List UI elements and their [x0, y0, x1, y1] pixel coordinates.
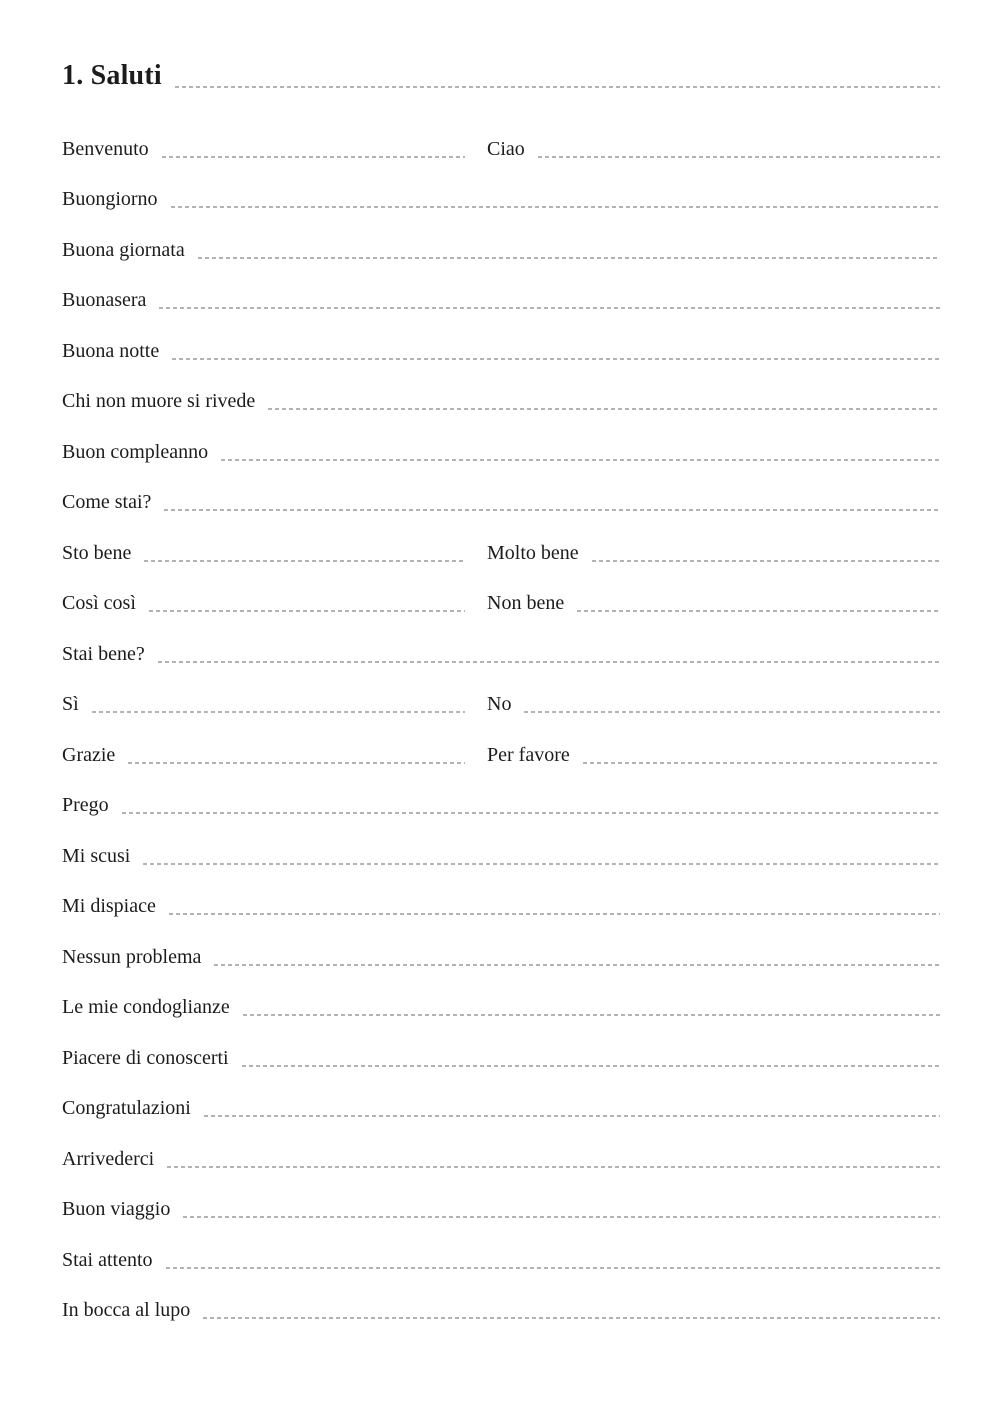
term-row	[62, 613, 940, 664]
answer-line	[167, 1166, 940, 1168]
term-label: Mi scusi	[62, 844, 131, 867]
page-title: 1. Saluti	[62, 60, 162, 91]
term-cell	[62, 462, 940, 513]
term-label: Buona giornata	[62, 238, 185, 261]
answer-line	[169, 913, 940, 915]
term-label: Per favore	[487, 743, 570, 766]
term-row	[62, 1068, 940, 1119]
term-row	[62, 866, 940, 917]
term-label: Grazie	[62, 743, 116, 766]
answer-line	[92, 711, 465, 713]
answer-line	[204, 1115, 940, 1117]
answer-line	[166, 1267, 940, 1269]
term-cell	[62, 1017, 940, 1068]
answer-line	[164, 509, 940, 511]
term-label: Buon compleanno	[62, 440, 209, 463]
term-row	[62, 462, 940, 513]
answer-line	[243, 1014, 940, 1016]
term-cell	[487, 664, 940, 715]
term-row	[62, 563, 940, 614]
answer-line	[171, 206, 940, 208]
term-row	[62, 1017, 940, 1068]
answer-line	[159, 307, 940, 309]
term-row	[62, 1270, 940, 1321]
answer-line	[183, 1216, 940, 1218]
term-row	[62, 310, 940, 361]
term-label: Chi non muore si rivede	[62, 390, 256, 412]
term-cell	[62, 765, 940, 816]
answer-line	[203, 1317, 940, 1319]
term-cell	[62, 310, 940, 361]
term-cell	[62, 1118, 940, 1169]
term-cell	[487, 108, 940, 159]
term-row	[62, 815, 940, 866]
term-label: Piacere di conoscerti	[62, 1046, 229, 1069]
term-label: Stai attento	[62, 1248, 153, 1271]
term-row	[62, 765, 940, 816]
term-label: Sì	[62, 693, 79, 715]
term-cell	[487, 512, 940, 563]
answer-line	[172, 358, 940, 360]
answer-line	[122, 812, 940, 814]
term-cell	[62, 108, 465, 159]
term-label: Sto bene	[62, 541, 132, 564]
answer-line	[198, 257, 940, 259]
term-label: Stai bene?	[62, 642, 145, 665]
answer-line	[592, 560, 940, 562]
term-cell	[62, 714, 465, 765]
term-cell	[62, 411, 940, 462]
answer-line	[577, 610, 940, 612]
term-row	[62, 1219, 940, 1270]
term-cell	[62, 916, 940, 967]
term-label: Così così	[62, 592, 136, 614]
term-row	[62, 1118, 940, 1169]
term-label: Le mie condoglianze	[62, 996, 230, 1018]
answer-line	[583, 762, 940, 764]
term-cell	[62, 512, 465, 563]
term-cell	[62, 967, 940, 1018]
term-row	[62, 1169, 940, 1220]
term-label: No	[487, 693, 512, 715]
term-label: Nessun problema	[62, 945, 202, 968]
term-label: Molto bene	[487, 541, 579, 564]
term-row	[62, 967, 940, 1018]
term-row	[62, 361, 940, 412]
term-row	[62, 664, 940, 715]
term-cell	[62, 664, 465, 715]
term-cell	[62, 260, 940, 311]
term-cell	[62, 361, 940, 412]
answer-line	[162, 156, 465, 158]
term-cell	[62, 1068, 940, 1119]
term-label: Buon viaggio	[62, 1198, 171, 1220]
term-cell	[62, 866, 940, 917]
term-row	[62, 260, 940, 311]
term-cell	[487, 563, 940, 614]
term-label: Congratulazioni	[62, 1097, 191, 1119]
term-label: Ciao	[487, 137, 525, 160]
term-label: Buona notte	[62, 339, 160, 362]
term-row	[62, 108, 940, 159]
term-cell	[62, 1270, 940, 1321]
terms-list	[62, 108, 940, 1320]
term-cell	[62, 1219, 940, 1270]
term-row	[62, 159, 940, 210]
answer-line	[149, 610, 465, 612]
term-cell	[62, 613, 940, 664]
term-cell	[62, 1169, 940, 1220]
term-label: Non bene	[487, 592, 565, 614]
title-answer-line	[175, 86, 940, 88]
answer-line	[524, 711, 940, 713]
answer-line	[538, 156, 940, 158]
term-label: Buongiorno	[62, 188, 158, 210]
answer-line	[221, 459, 940, 461]
term-label: Mi dispiace	[62, 895, 156, 917]
answer-line	[214, 964, 940, 966]
term-cell	[62, 159, 940, 210]
answer-line	[144, 560, 465, 562]
term-row	[62, 411, 940, 462]
term-label: In bocca al lupo	[62, 1299, 191, 1321]
term-label: Arrivederci	[62, 1147, 155, 1170]
term-cell	[62, 209, 940, 260]
answer-line	[143, 863, 940, 865]
term-label: Buonasera	[62, 289, 147, 311]
term-cell	[487, 714, 940, 765]
term-row	[62, 209, 940, 260]
term-label: Come stai?	[62, 491, 152, 513]
answer-line	[128, 762, 465, 764]
answer-line	[158, 661, 940, 663]
title-row	[62, 56, 940, 90]
term-label: Prego	[62, 794, 109, 816]
term-cell	[62, 563, 465, 614]
answer-line	[268, 408, 940, 410]
term-row	[62, 512, 940, 563]
term-row	[62, 916, 940, 967]
term-cell	[62, 815, 940, 866]
term-row	[62, 714, 940, 765]
answer-line	[242, 1065, 940, 1067]
term-label: Benvenuto	[62, 137, 149, 160]
